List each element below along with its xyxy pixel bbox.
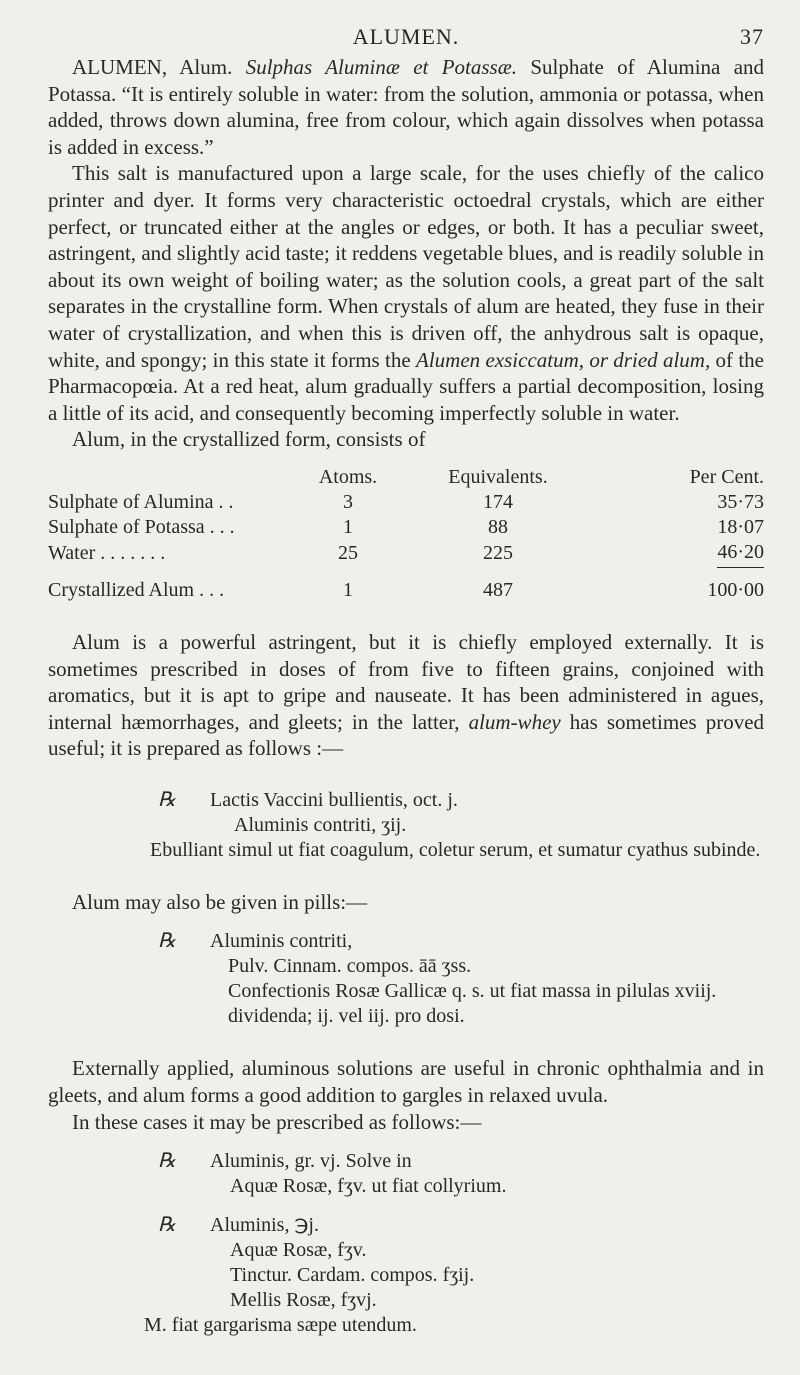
- astringent-text-end: has sometimes proved useful; it is prepared as follows :—: [48, 709, 765, 761]
- row-name: Water . . . . . . .: [48, 542, 166, 565]
- manufacture-text: This salt is manufactured upon a large scale, for the uses chiefly of the calico printer and dyer. It forms very characteristic octoedral crystals, which are either perfect, or truncated either at the angles or edges, or both. It has a peculiar sweet, astringent, and slightly acid taste; it reddens vegetable blues, and is readily soluble in about its own weight of boiling water; as the solution cools, a great part of the salt separates in the crystalline form. When crystals of alum are heated, they fuse in their water of crystallization, and when this is driven off, the anhydrous salt is opaque, white, and spongy; in this state it forms the: [48, 161, 764, 372]
- alum-whey-term: alum-whey: [468, 709, 561, 734]
- recipe-line: Pulv. Cinnam. compos. āā ʒss.: [228, 955, 472, 978]
- composition-table: [48, 465, 764, 603]
- recipe-gargle: [144, 1213, 764, 1338]
- recipe-pills: [158, 929, 764, 1029]
- paragraph-prescribed: In these cases it may be prescribed as follows:—: [72, 1109, 482, 1134]
- composition-header-row: [48, 465, 764, 490]
- recipe-collyrium: [158, 1149, 764, 1199]
- table-total-row: [48, 568, 764, 603]
- entry-headword: ALUMEN, Alum.: [72, 55, 233, 79]
- paragraph-external: Externally applied, aluminous solutions are useful in chronic ophthalmia and in gleets, and alum forms a good addition to gargles in relaxed uvula.: [48, 1056, 764, 1108]
- header-atoms: Atoms.: [318, 465, 378, 488]
- header-percent: Per Cent.: [689, 465, 764, 488]
- recipe-line: Aquæ Rosæ, fʒv.: [230, 1239, 367, 1262]
- recipe-line: Aluminis contriti, ʒij.: [234, 813, 407, 836]
- row-percent: 35·73: [717, 490, 764, 513]
- paragraph-pills: Alum may also be given in pills:—: [72, 889, 368, 914]
- page: [48, 14, 764, 1338]
- total-atoms: 1: [343, 578, 353, 601]
- page-number: 37: [740, 24, 764, 49]
- header-equivalents: Equivalents.: [448, 465, 548, 488]
- row-equivalent: 174: [483, 490, 513, 513]
- table-row: [48, 540, 764, 568]
- recipe-symbol-icon: ℞: [158, 930, 176, 953]
- paragraph-composition-intro: Alum, in the crystallized form, consists of: [72, 427, 426, 452]
- recipe-line: Aluminis, gr. vj. Solve in: [210, 1150, 412, 1173]
- row-name: Sulphate of Potassa . . .: [48, 515, 235, 538]
- recipe-symbol-icon: ℞: [158, 788, 176, 811]
- recipe-line-wrap: [120, 838, 764, 863]
- row-percent: 46·20: [717, 540, 764, 568]
- total-percent: 100·00: [707, 578, 764, 601]
- row-atoms: 1: [343, 515, 353, 538]
- recipe-line: Aquæ Rosæ, fʒv. ut fiat collyrium.: [230, 1175, 507, 1198]
- page-title: ALUMEN.: [352, 24, 460, 49]
- recipe-line: M. fiat gargarisma sæpe utendum.: [144, 1314, 417, 1337]
- recipe-line: Ebulliant simul ut fiat coagulum, coletur serum, et sumatur cyathus subinde.: [150, 838, 761, 861]
- paragraph-alumen-intro: [48, 54, 764, 160]
- row-equivalent: 225: [483, 542, 513, 565]
- total-equivalent: 487: [483, 578, 513, 601]
- row-atoms: 25: [338, 542, 358, 565]
- recipe-alum-whey: [150, 788, 764, 863]
- paragraph-manufacture: [48, 160, 764, 426]
- recipe-line: Aluminis, ℈j.: [210, 1214, 319, 1237]
- recipe-line: Mellis Rosæ, fʒvj.: [230, 1289, 377, 1312]
- recipe-symbol-icon: ℞: [158, 1214, 176, 1237]
- intro-text: Sulphate of Alumina and Potassa. “It is entirely soluble in water: from the solution, ammonia or potassa, when added, throws down alumina, free from colour, which again dissolves when potassa is added in excess.”: [48, 55, 765, 159]
- recipe-line: Aluminis contriti,: [210, 930, 353, 953]
- dried-alum-term: Alumen exsiccatum, or dried alum,: [416, 347, 711, 372]
- recipe-line: Confectionis Rosæ Gallicæ q. s. ut fiat massa in pilulas xviij. dividenda; ij. vel iij. pro dosi.: [228, 980, 717, 1028]
- manufacture-text-end: of the Pharmacopœia. At a red heat, alum gradually suffers a partial decomposition, losing a little of its acid, and consequently becoming imperfectly soluble in water.: [48, 347, 764, 425]
- table-row: [48, 490, 764, 515]
- row-atoms: 3: [343, 490, 353, 513]
- row-name: Sulphate of Alumina . .: [48, 490, 234, 513]
- recipe-symbol-icon: ℞: [158, 1150, 176, 1173]
- table-row: [48, 515, 764, 540]
- recipe-line: Lactis Vaccini bullientis, oct. j.: [210, 788, 458, 811]
- paragraph-astringent: [48, 629, 764, 762]
- total-name: Crystallized Alum . . .: [48, 578, 225, 601]
- astringent-text: Alum is a powerful astringent, but it is chiefly employed externally. It is sometimes prescribed in doses of from five to fifteen grains, conjoined with aromatics, but it is apt to gripe and nauseate. It has been administered in agues, internal hæmorrhages, and gleets; in the latter,: [48, 629, 764, 734]
- running-head: [48, 14, 764, 54]
- row-percent: 18·07: [717, 515, 764, 538]
- recipe-line: Tinctur. Cardam. compos. fʒij.: [230, 1264, 475, 1287]
- row-equivalent: 88: [488, 515, 508, 538]
- latin-name: Sulphas Aluminæ et Potassæ.: [245, 55, 517, 79]
